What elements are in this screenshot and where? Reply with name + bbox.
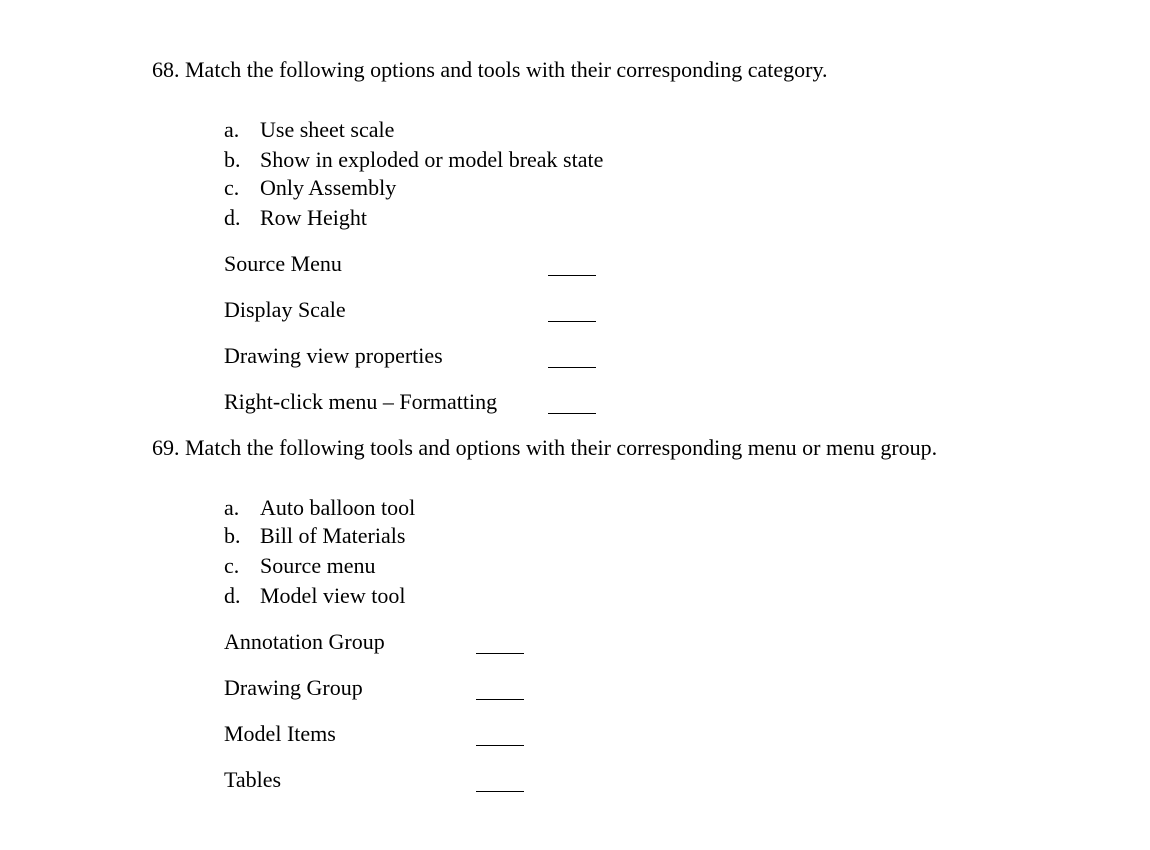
option-text: Model view tool	[260, 583, 406, 608]
q68-answer-blank-4[interactable]	[548, 413, 596, 414]
q68-answer-blank-3[interactable]	[548, 367, 596, 368]
q68-category-drawing-view-properties: Drawing view properties	[224, 343, 443, 368]
q68-option-b	[224, 147, 603, 173]
option-letter: c.	[224, 553, 240, 578]
question-69-prompt: 69. Match the following tools and options with their corresponding menu or menu group.	[152, 435, 938, 460]
q69-category-drawing-group: Drawing Group	[224, 675, 363, 700]
q68-answer-blank-1[interactable]	[548, 275, 596, 276]
option-text: Row Height	[260, 205, 367, 230]
q69-option-b	[224, 523, 405, 549]
option-letter: d.	[224, 583, 241, 608]
q68-answer-blank-2[interactable]	[548, 321, 596, 322]
q69-option-d	[224, 583, 405, 609]
option-text: Source menu	[260, 553, 376, 578]
option-letter: b.	[224, 147, 241, 172]
q68-category-display-scale: Display Scale	[224, 297, 346, 322]
option-letter: b.	[224, 523, 241, 548]
q69-answer-blank-3[interactable]	[476, 745, 524, 746]
q69-category-annotation-group: Annotation Group	[224, 629, 385, 654]
q68-category-source-menu: Source Menu	[224, 251, 342, 276]
q69-answer-blank-2[interactable]	[476, 699, 524, 700]
q69-option-c	[224, 553, 375, 579]
q69-answer-blank-1[interactable]	[476, 653, 524, 654]
q69-option-a	[224, 495, 415, 521]
q68-category-right-click-formatting: Right-click menu – Formatting	[224, 389, 498, 414]
option-text: Only Assembly	[260, 175, 397, 200]
question-68-prompt: 68. Match the following options and tools with their corresponding category.	[152, 57, 828, 82]
option-text: Show in exploded or model break state	[260, 147, 604, 172]
option-letter: a.	[224, 117, 240, 142]
q68-option-a	[224, 117, 394, 143]
option-text: Bill of Materials	[260, 523, 406, 548]
option-letter: a.	[224, 495, 240, 520]
q69-answer-blank-4[interactable]	[476, 791, 524, 792]
option-text: Auto balloon tool	[260, 495, 416, 520]
q69-category-tables: Tables	[224, 767, 282, 792]
q68-option-d	[224, 205, 367, 231]
option-letter: c.	[224, 175, 240, 200]
q69-category-model-items: Model Items	[224, 721, 336, 746]
q68-option-c	[224, 175, 396, 201]
option-letter: d.	[224, 205, 241, 230]
option-text: Use sheet scale	[260, 117, 395, 142]
